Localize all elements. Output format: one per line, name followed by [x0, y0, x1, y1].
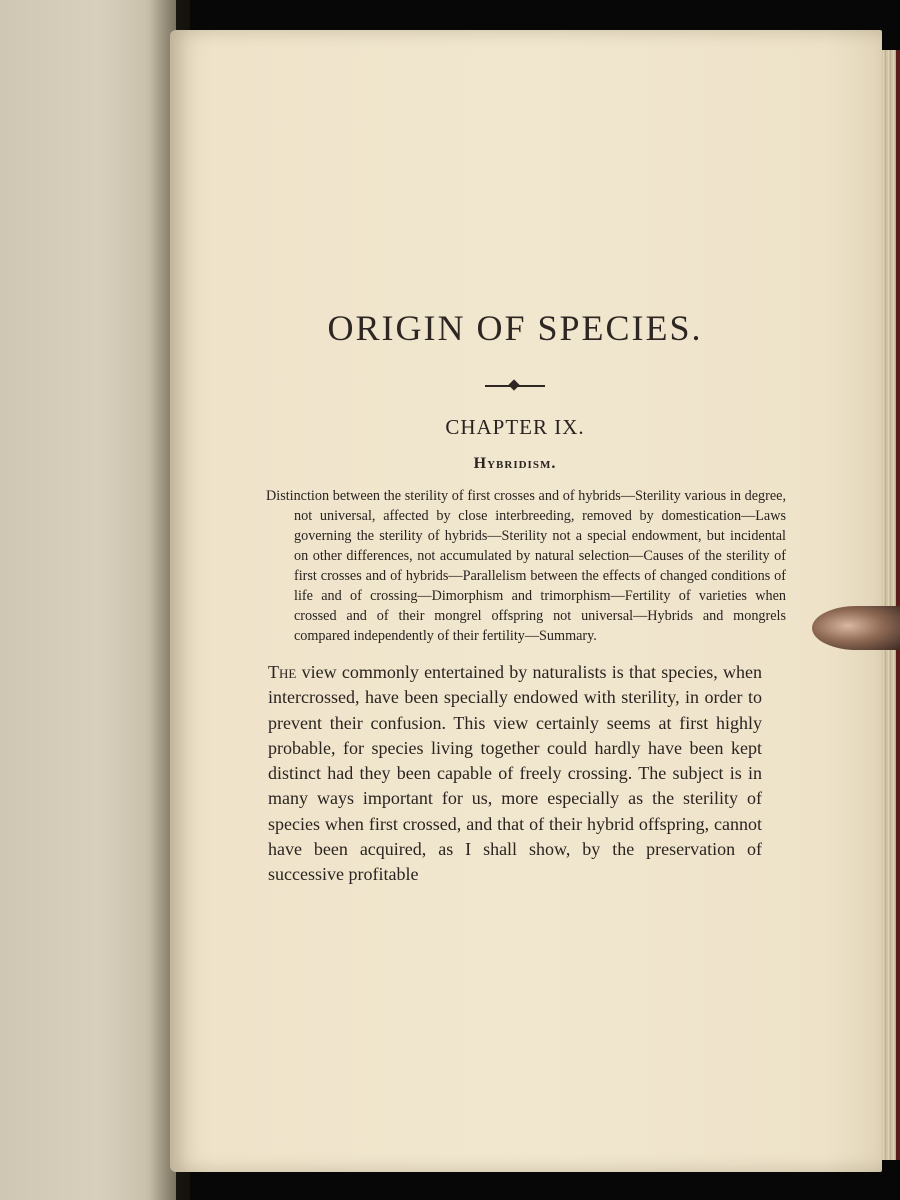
section-title: Hybridism. — [473, 455, 557, 472]
chapter-heading: CHAPTER IX. — [445, 415, 585, 439]
page-text — [266, 300, 786, 888]
ornament-diamond — [508, 379, 519, 390]
bookmark-clip — [812, 606, 900, 650]
ornament-rule — [485, 380, 545, 392]
body-text: view commonly entertained by naturalists is that species, when intercrossed, have been specially endowed with sterility, in order to prevent their confusion. This view certainly seems at first highly probable, for species living together could hardly have been kept distinct had they been capable of freely crossing. The subject is in many ways important for us, more especially as the sterility of species when first crossed, and that of their hybrid offspring, cannot have been acquired, as I shall show, by the preservation of successive profitable — [268, 662, 762, 885]
body-paragraph — [268, 660, 762, 888]
chapter-synopsis: Distinction between the sterility of first crosses and of hybrids—Sterility various in degree, not universal, affected by close interbreeding, removed by domestication—Laws governing the sterility of hybrids—Sterility not a special endowment, but incidental on other differences, not accumulated by natural selection—Causes of the sterility of first crosses and of hybrids—Parallelism between the effects of changed conditions of life and of crossing—Dimorphism and trimorphism—Fertility of varieties when crossed and of their mongrel offspring not universal—Hybrids and mongrels compared independently of their fertility—Summary. — [266, 488, 786, 644]
lead-word: The — [268, 662, 297, 682]
book-title: ORIGIN OF SPECIES. — [327, 308, 703, 348]
